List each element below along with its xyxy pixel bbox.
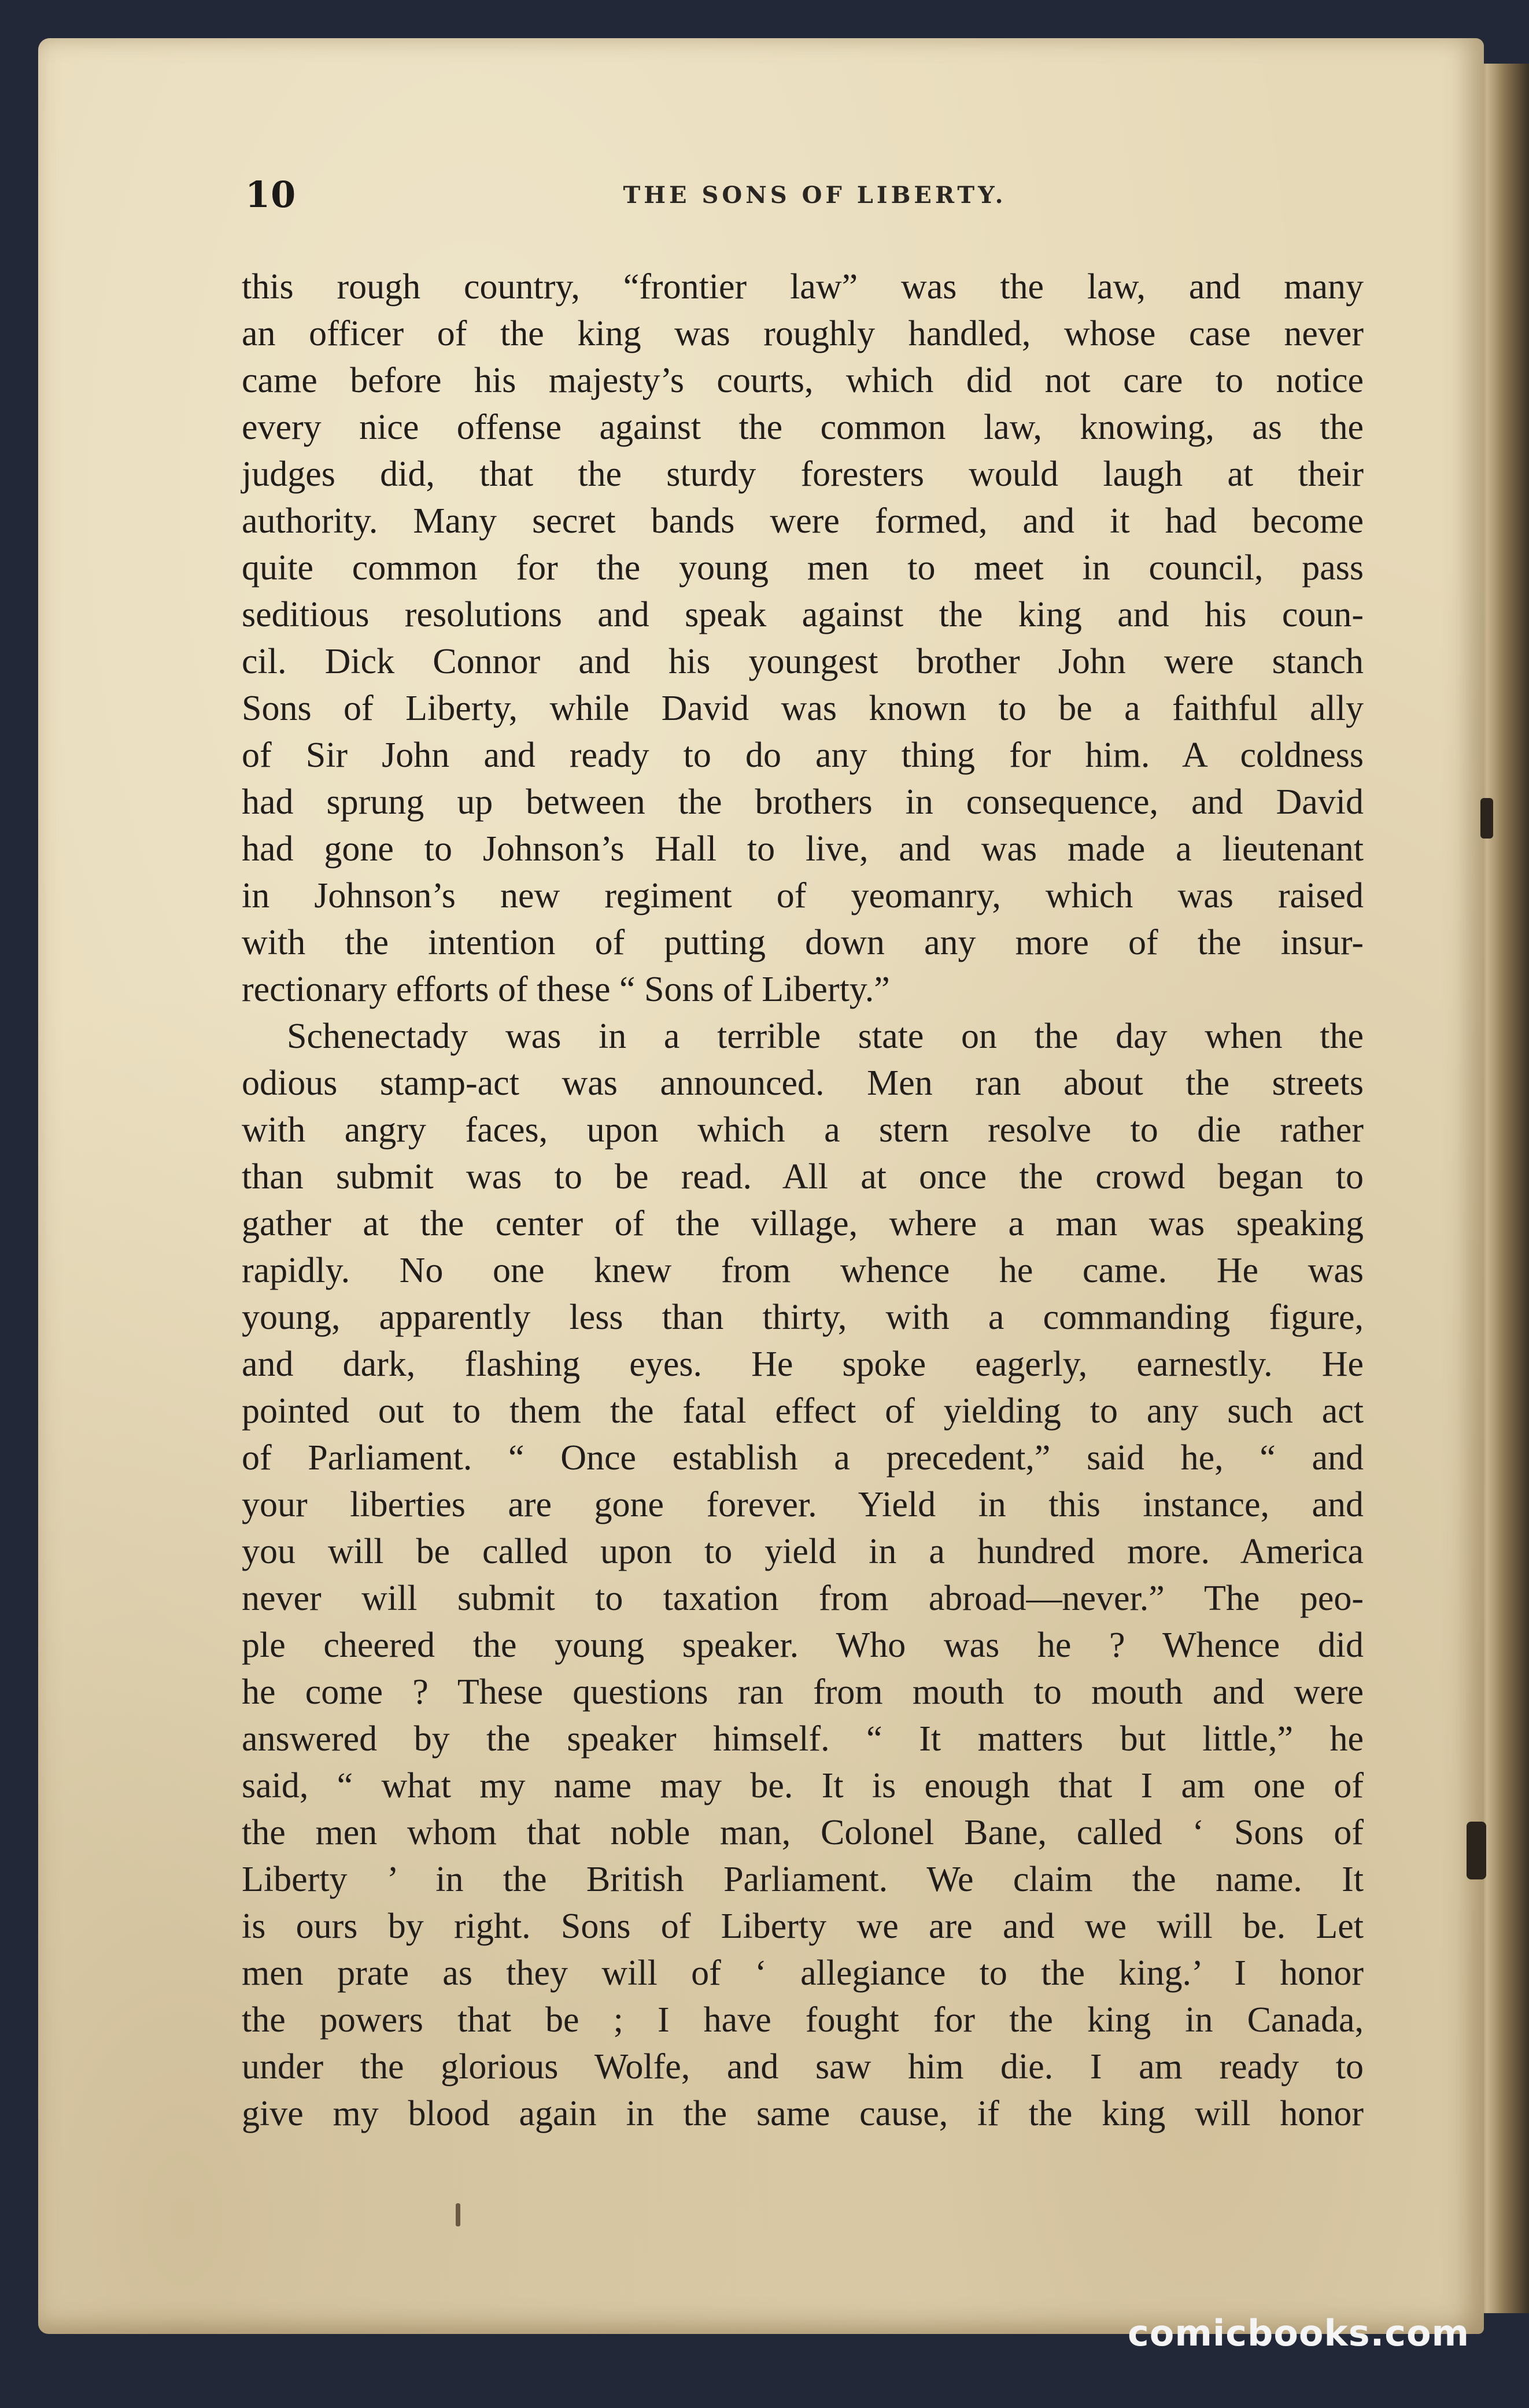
text-line: is ours by right. Sons of Liberty we are and we will be. Let xyxy=(242,1907,1364,1946)
text-line: gather at the center of the village, where a man was speaking xyxy=(242,1204,1364,1243)
text-line: he come ? These questions ran from mouth to mouth and were xyxy=(242,1672,1364,1712)
text-line: an officer of the king was roughly handled, whose case never xyxy=(242,314,1364,353)
text-line: never will submit to taxation from abroad—never.” The peo- xyxy=(242,1579,1364,1618)
text-line: Schenectady was in a terrible state on the day when the xyxy=(287,1017,1364,1056)
page-header xyxy=(245,173,1384,226)
text-line: this rough country, “frontier law” was the law, and many xyxy=(242,267,1364,306)
body-text xyxy=(242,264,1364,2137)
text-line: odious stamp-act was announced. Men ran about the streets xyxy=(242,1063,1364,1103)
text-line: said, “ what my name may be. It is enough that I am one of xyxy=(242,1766,1364,1805)
text-line: judges did, that the sturdy foresters would laugh at their xyxy=(242,455,1364,494)
text-line: young, apparently less than thirty, with a commanding figure, xyxy=(242,1298,1364,1337)
text-line: authority. Many secret bands were formed, and it had become xyxy=(242,501,1364,541)
text-line: had gone to Johnson’s Hall to live, and was made a lieutenant xyxy=(242,829,1364,869)
text-line: Sons of Liberty, while David was known to be a faithful ally xyxy=(242,689,1364,728)
text-line: rectionary efforts of these “ Sons of Liberty.” xyxy=(242,970,890,1009)
text-line: seditious resolutions and speak against the king and his coun- xyxy=(242,595,1364,634)
text-line: you will be called upon to yield in a hundred more. America xyxy=(242,1532,1364,1571)
text-line: quite common for the young men to meet in council, pass xyxy=(242,548,1364,588)
text-line: Liberty ’ in the British Parliament. We claim the name. It xyxy=(242,1860,1364,1899)
text-line: under the glorious Wolfe, and saw him die. I am ready to xyxy=(242,2047,1364,2086)
text-line: and dark, flashing eyes. He spoke eagerly, earnestly. He xyxy=(242,1345,1364,1384)
text-line: of Parliament. “ Once establish a precedent,” said he, “ and xyxy=(242,1438,1364,1478)
page-tear-mark xyxy=(1467,1822,1486,1879)
text-line: answered by the speaker himself. “ It matters but little,” he xyxy=(242,1719,1364,1759)
text-line: rapidly. No one knew from whence he came. He was xyxy=(242,1251,1364,1290)
text-line: every nice offense against the common law, knowing, as the xyxy=(242,408,1364,447)
text-line: ple cheered the young speaker. Who was he ? Whence did xyxy=(242,1626,1364,1665)
text-line: in Johnson’s new regiment of yeomanry, which was raised xyxy=(242,876,1364,915)
page-number: 10 xyxy=(245,173,297,216)
text-line: of Sir John and ready to do any thing for him. A coldness xyxy=(242,736,1364,775)
text-line: pointed out to them the fatal effect of yielding to any such act xyxy=(242,1391,1364,1431)
text-line: cil. Dick Connor and his youngest brother John were stanch xyxy=(242,642,1364,681)
text-line: the men whom that noble man, Colonel Bane, called ‘ Sons of xyxy=(242,1813,1364,1852)
page-tear-mark xyxy=(1480,798,1493,839)
text-line: came before his majesty’s courts, which did not care to notice xyxy=(242,361,1364,400)
paper-speck xyxy=(456,2203,460,2226)
text-line: men prate as they will of ‘ allegiance to the king.’ I honor xyxy=(242,1953,1364,1993)
text-line: give my blood again in the same cause, if the king will honor xyxy=(242,2094,1364,2133)
text-line: your liberties are gone forever. Yield in this instance, and xyxy=(242,1485,1364,1524)
site-watermark: comicbooks.com xyxy=(1128,2312,1470,2354)
running-title: THE SONS OF LIBERTY. xyxy=(623,182,1007,209)
text-line: with the intention of putting down any more of the insur- xyxy=(242,923,1364,962)
text-line: the powers that be ; I have fought for the king in Canada, xyxy=(242,2000,1364,2040)
text-line: with angry faces, upon which a stern resolve to die rather xyxy=(242,1110,1364,1150)
text-line: than submit was to be read. All at once the crowd began to xyxy=(242,1157,1364,1196)
text-line: had sprung up between the brothers in consequence, and David xyxy=(242,782,1364,822)
